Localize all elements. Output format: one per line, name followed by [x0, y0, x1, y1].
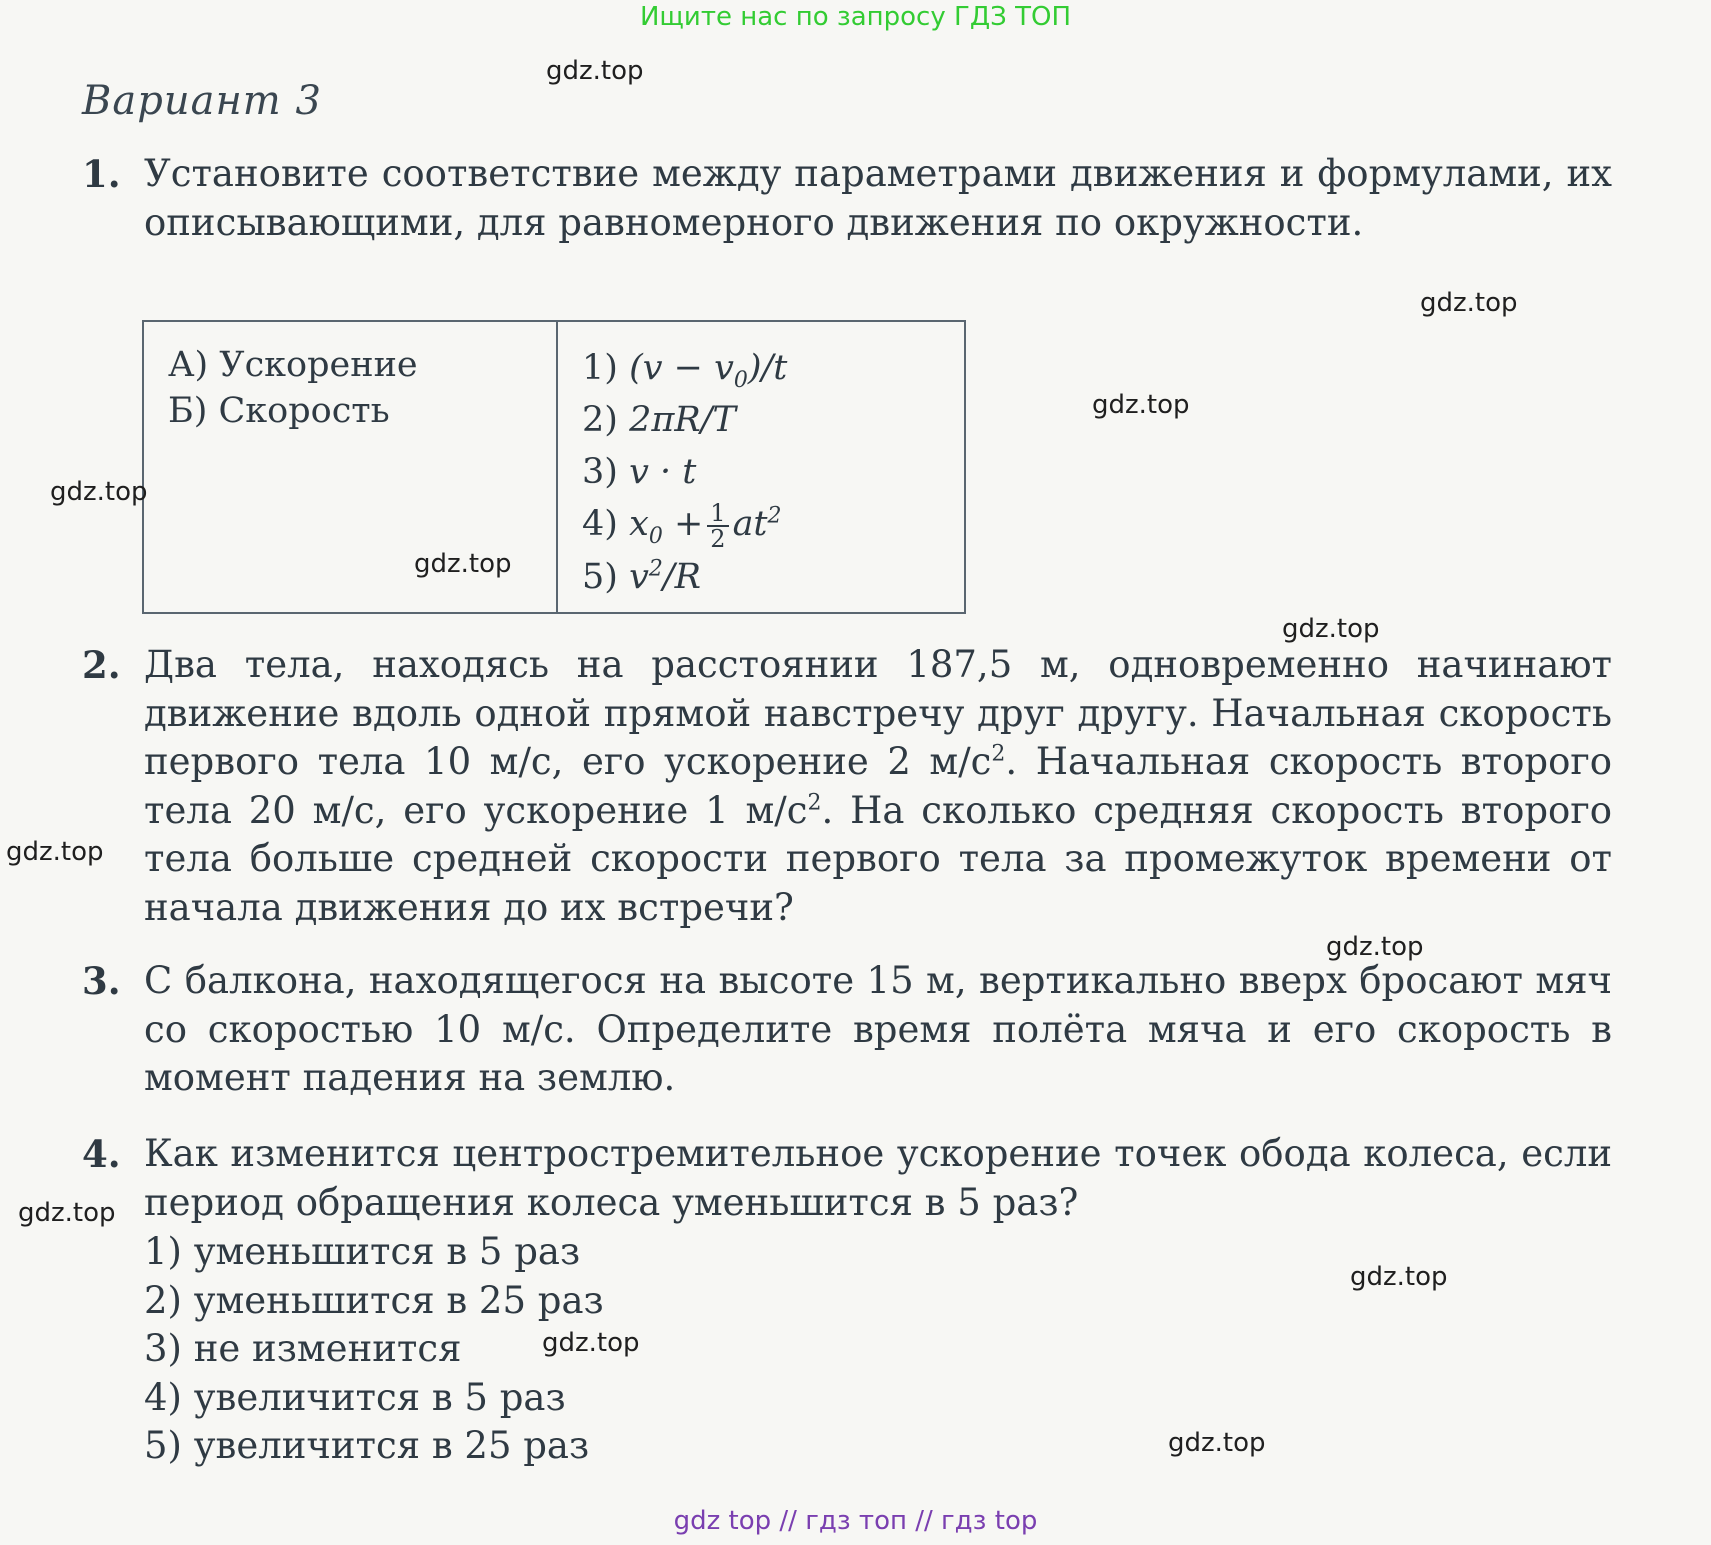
watermark: gdz.top: [1092, 390, 1190, 420]
formula-item: 2) 2πR/T: [582, 400, 736, 440]
parameter-item: Б) Скорость: [168, 391, 390, 431]
answer-option: 2) уменьшится в 25 раз: [144, 1278, 604, 1322]
formula-item: 5) $v^2/R$: [582, 555, 702, 597]
task-text: С балкона, находящегося на высоте 15 м, вертикально вверх бросают мяч со скоростью 10 м/с. Определите время полёта мяча и его скорость в момент падения на землю.: [144, 959, 1612, 1099]
task-2: [82, 641, 1612, 932]
watermark: gdz.top: [1350, 1262, 1448, 1292]
footer-links[interactable]: gdz top // гдз топ // гдз top: [673, 1506, 1038, 1536]
answer-option: 5) увеличится в 25 раз: [144, 1424, 590, 1467]
task-text: Два тела, находясь на расстоянии 187,5 м, одновременно начинают движение вдоль одной прямой навстречу друг другу. Начальная скорость первого тела 10 м/с, его ускорение 2 $м/с^2$. Начальная скорость второго тела 20 м/с, его ускорение 1 $м/с^2$. На сколько средняя скорость второго тела больше средней скорости первого тела за промежуток времени от начала движения до их встречи?: [144, 643, 1613, 929]
answer-option: 1) уменьшится в 5 раз: [144, 1230, 581, 1273]
watermark: gdz.top: [50, 477, 148, 507]
promo-banner[interactable]: Ищите нас по запросу ГДЗ ТОП: [639, 2, 1072, 32]
task-number: 4.: [82, 1132, 121, 1176]
answer-option: 3) не изменится: [144, 1327, 462, 1370]
task-1: [82, 150, 1612, 247]
task-number: 2.: [82, 643, 121, 687]
task-3: [82, 957, 1612, 1103]
parameter-item: А) Ускорение: [168, 345, 418, 385]
watermark: gdz.top: [1168, 1428, 1266, 1458]
matching-table: [142, 320, 966, 614]
variant-title: Вариант 3: [82, 78, 322, 124]
task-text: Установите соответствие между параметрами движения и формулами, их описывающими, для равномерного движения по окружности.: [144, 152, 1612, 244]
formula-item: 1) $(v - v_0)/t$: [582, 348, 788, 393]
formula-item: 4) $x_0$ + $\frac{1}{2}$ $at^2$: [582, 498, 782, 553]
task-number: 1.: [82, 152, 121, 196]
answer-option: 4) увеличится в 5 раз: [144, 1375, 566, 1419]
watermark: gdz.top: [6, 837, 104, 867]
answer-options: [144, 1228, 604, 1471]
watermark: gdz.top: [1420, 288, 1518, 318]
formula-item: 3) v · t: [582, 452, 697, 492]
watermark: gdz.top: [546, 56, 644, 86]
task-text: Как изменится центростремительное ускорение точек обода колеса, если период обращения колеса уменьшится в 5 раз?: [144, 1132, 1612, 1224]
watermark: gdz.top: [542, 1328, 640, 1358]
formulas-column: [557, 321, 965, 613]
watermark: gdz.top: [1326, 932, 1424, 962]
watermark: gdz.top: [414, 549, 512, 579]
watermark: gdz.top: [18, 1198, 116, 1228]
watermark: gdz.top: [1282, 614, 1380, 644]
task-4: [82, 1130, 1612, 1227]
task-number: 3.: [82, 959, 121, 1003]
